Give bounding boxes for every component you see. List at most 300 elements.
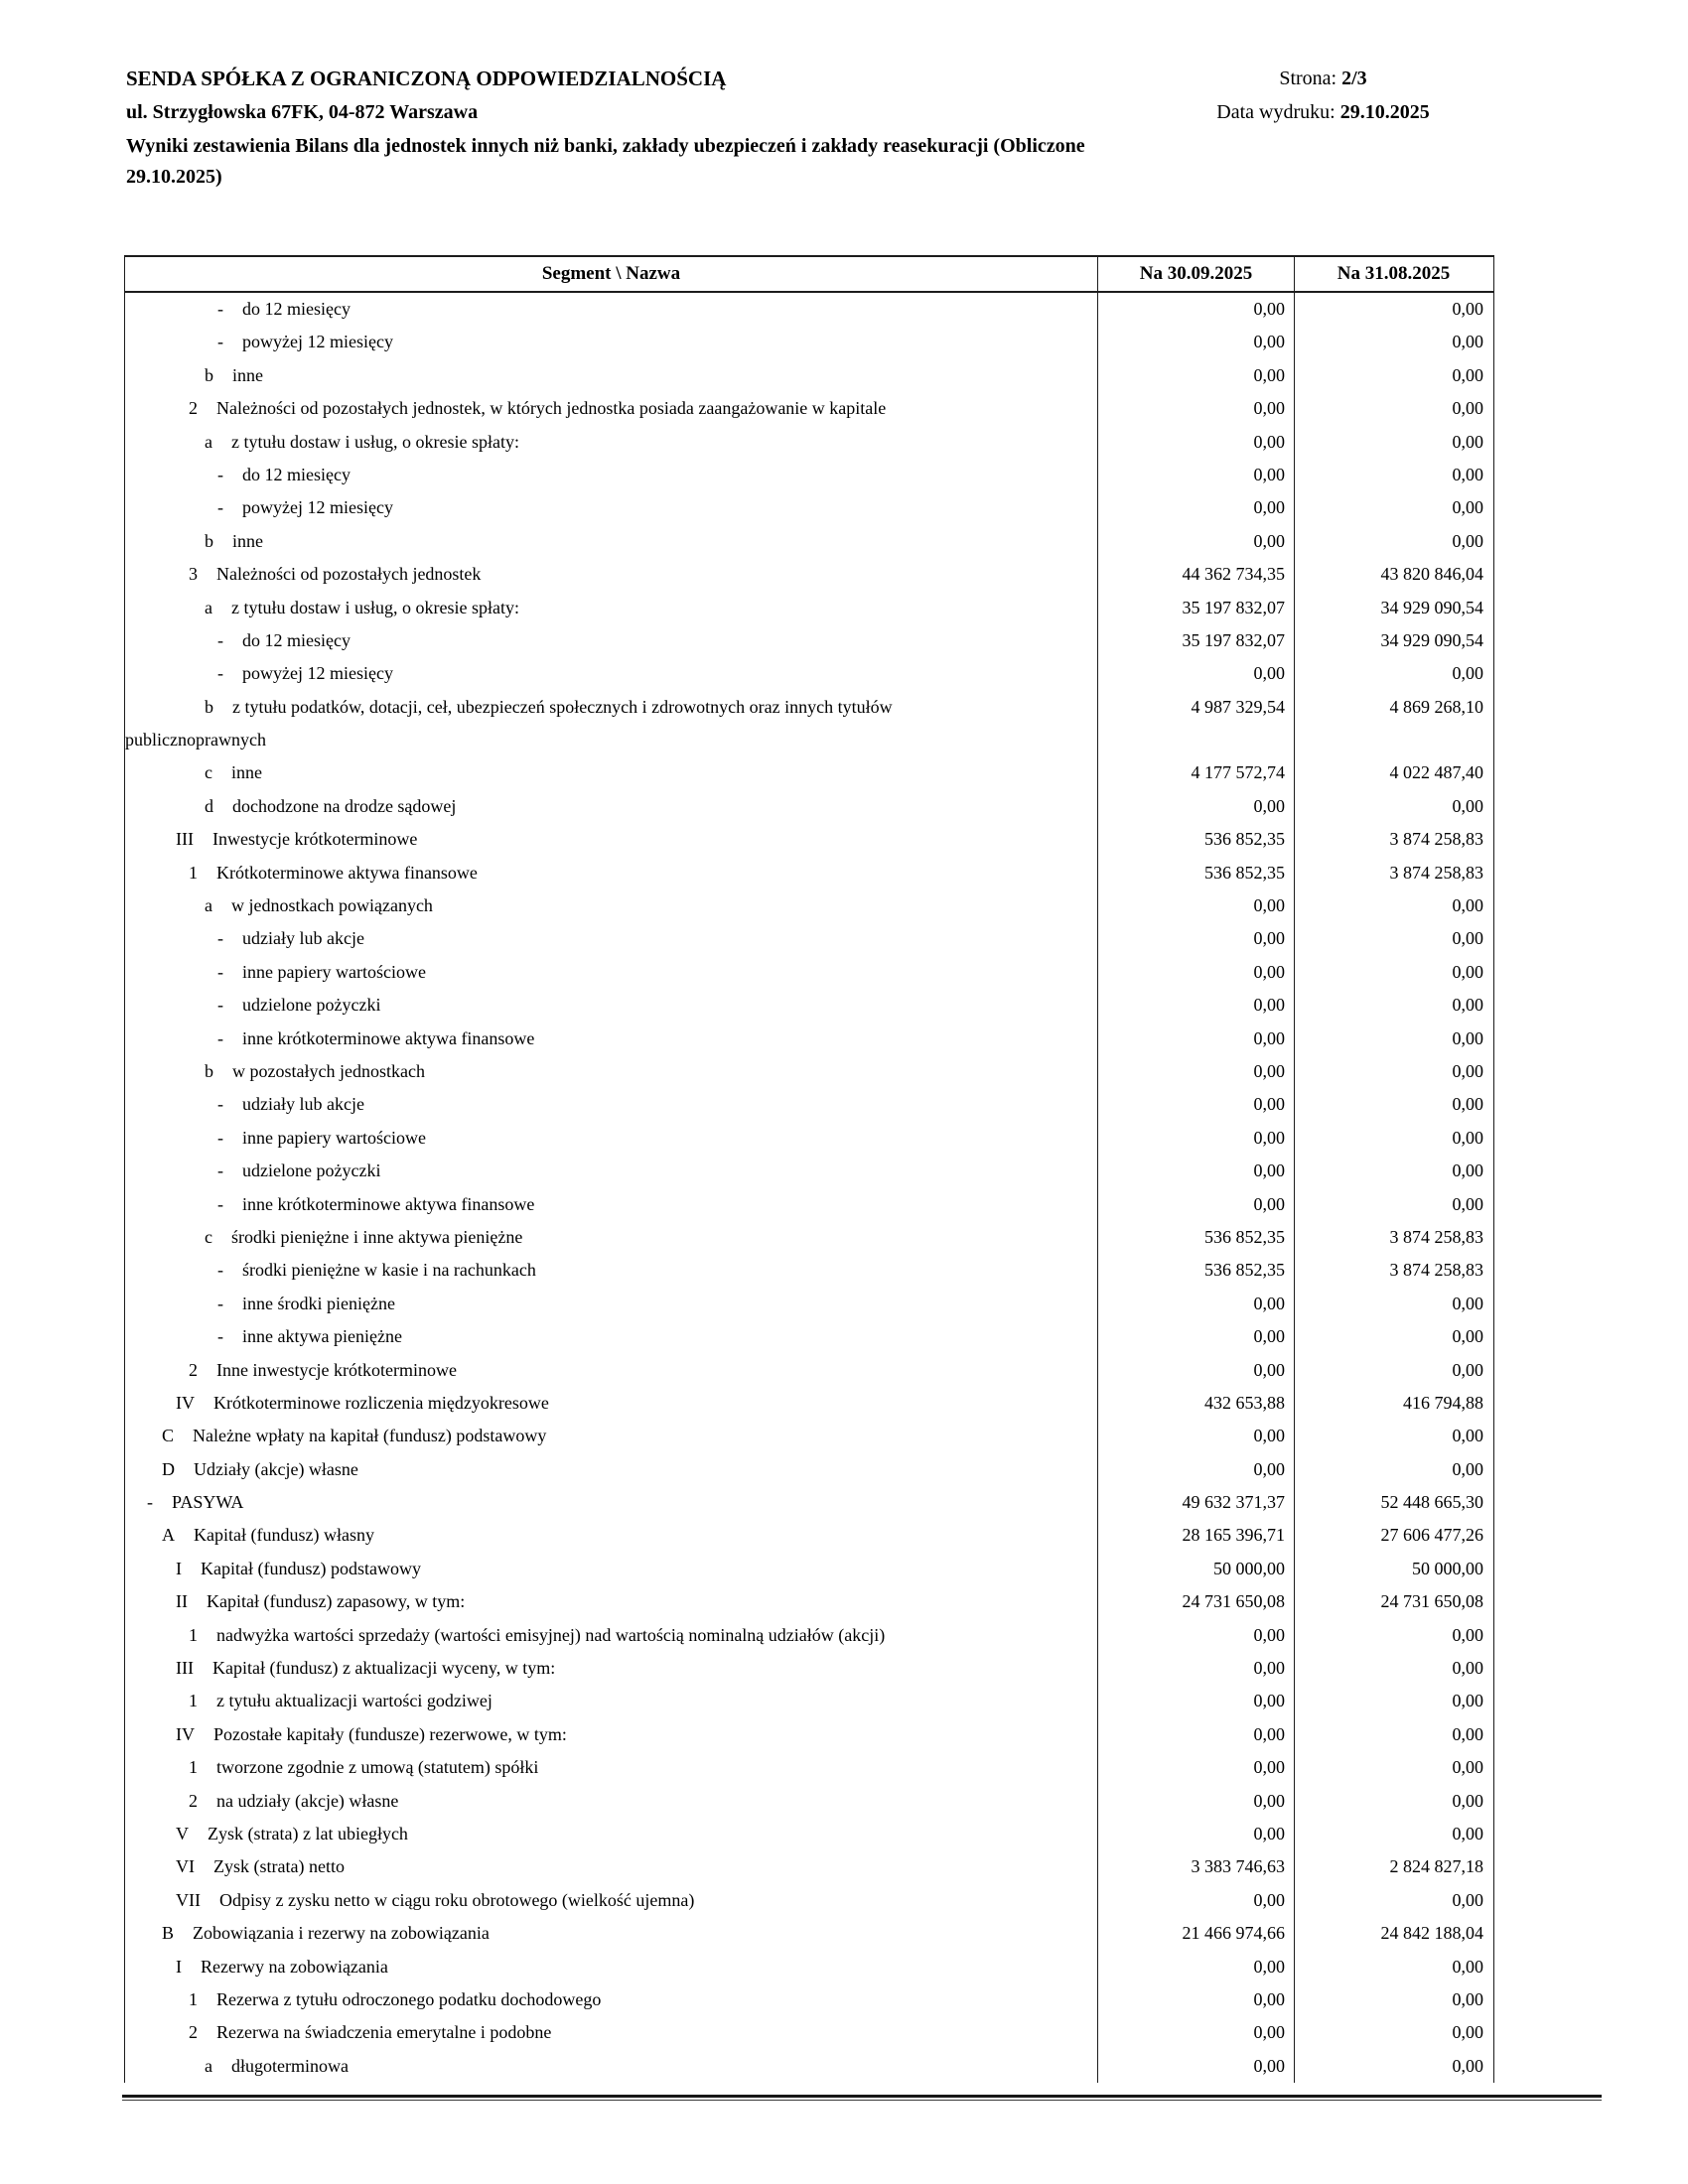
row-label: środki pieniężne w kasie i na rachunkach [242,1260,536,1281]
value-cell-period-1: 28 165 396,71 [1097,1519,1294,1552]
row-label: Należności od pozostałych jednostek [216,564,482,585]
row-label: Krótkoterminowe rozliczenia międzyokresowe [213,1392,549,1413]
segment-cell [125,392,1097,425]
value-cell-period-1: 536 852,35 [1097,1254,1294,1287]
row-marker: 2 [189,2022,198,2043]
table-row [125,1585,1493,1618]
row-marker: C [162,1426,175,1446]
value-cell-period-1: 0,00 [1097,922,1294,955]
value-cell-period-1: 0,00 [1097,657,1294,690]
table-row [125,823,1493,856]
row-marker: IV [176,1723,195,1744]
table-row [125,1619,1493,1652]
segment-cell [125,756,1097,789]
table-row [125,1983,1493,2016]
value-cell-period-1: 50 000,00 [1097,1553,1294,1585]
report-title [126,131,1506,193]
row-label: inne aktywa pieniężne [242,1326,402,1347]
value-cell-period-1: 536 852,35 [1097,857,1294,889]
value-cell-period-1: 0,00 [1097,1983,1294,2016]
row-label: Kapitał (fundusz) zapasowy, w tym: [207,1591,466,1612]
value-cell-period-2: 0,00 [1294,1652,1492,1685]
value-cell-period-1: 0,00 [1097,525,1294,558]
value-cell-period-2: 0,00 [1294,1354,1492,1387]
value-cell-period-1: 3 383 746,63 [1097,1850,1294,1883]
table-row [125,459,1493,491]
value-cell-period-2: 0,00 [1294,1751,1492,1784]
value-cell-period-2: 2 824 827,18 [1294,1850,1492,1883]
table-row [125,1288,1493,1320]
value-cell-period-2: 0,00 [1294,1951,1492,1983]
segment-cell [125,2050,1097,2083]
table-row [125,1685,1493,1717]
value-cell-period-1: 0,00 [1097,1951,1294,1983]
segment-cell [125,1453,1097,1486]
table-row [125,1553,1493,1585]
row-marker: - [217,497,223,518]
value-cell-period-1: 0,00 [1097,1818,1294,1850]
segment-cell [125,558,1097,591]
value-cell-period-1: 0,00 [1097,1718,1294,1751]
value-cell-period-1: 0,00 [1097,1884,1294,1917]
row-marker: - [217,961,223,982]
row-label: z tytułu dostaw i usług, o okresie spłaty: [231,597,519,617]
value-cell-period-1: 432 653,88 [1097,1387,1294,1420]
page-number-label: Strona: [1279,68,1337,89]
table-row [125,1519,1493,1552]
segment-cell [125,525,1097,558]
row-marker: - [217,1127,223,1148]
table-row [125,691,1493,757]
report-title-line2: 29.10.2025) [126,166,222,188]
row-marker: - [217,1094,223,1115]
row-marker: 2 [189,398,198,419]
row-marker: - [147,1492,153,1513]
segment-cell [125,1884,1097,1917]
row-marker: I [176,1956,182,1977]
value-cell-period-2: 27 606 477,26 [1294,1519,1492,1552]
value-cell-period-2: 4 869 268,10 [1294,691,1492,757]
row-label: powyżej 12 miesięcy [242,663,393,684]
row-label: do 12 miesięcy [242,464,351,484]
value-cell-period-2: 0,00 [1294,2016,1492,2049]
column-header-segment: Segment \ Nazwa [541,263,681,284]
column-header-date-1: Na 30.09.2025 [1097,257,1294,291]
row-label-wrap: publicznoprawnych [125,730,266,751]
value-cell-period-1: 0,00 [1097,293,1294,326]
row-marker: c [205,1226,212,1247]
row-marker: VII [176,1889,201,1910]
segment-cell [125,1354,1097,1387]
table-row [125,1818,1493,1850]
report-title-line1: Wyniki zestawienia Bilans dla jednostek innych niż banki, zakłady ubezpieczeń i zakłady reasekuracji (Obliczone [126,135,1085,157]
row-label: tworzone zgodnie z umową (statutem) spółki [216,1757,539,1778]
segment-cell [125,293,1097,326]
segment-cell [125,1917,1097,1950]
row-marker: b [205,696,213,717]
print-date-value: 29.10.2025 [1339,101,1430,123]
value-cell-period-1: 0,00 [1097,426,1294,459]
value-cell-period-1: 0,00 [1097,459,1294,491]
table-body [124,293,1494,2083]
row-marker: c [205,762,212,783]
row-marker: - [217,1326,223,1347]
value-cell-period-2: 3 874 258,83 [1294,1221,1492,1254]
value-cell-period-2: 34 929 090,54 [1294,624,1492,657]
row-marker: a [205,895,212,916]
row-marker: III [176,1658,194,1679]
value-cell-period-1: 0,00 [1097,1122,1294,1155]
segment-cell [125,1254,1097,1287]
segment-cell [125,1155,1097,1187]
table-row [125,2016,1493,2049]
table-row [125,558,1493,591]
value-cell-period-2: 0,00 [1294,1685,1492,1717]
value-cell-period-1: 0,00 [1097,1155,1294,1187]
value-cell-period-1: 536 852,35 [1097,1221,1294,1254]
value-cell-period-2: 0,00 [1294,1619,1492,1652]
table-row [125,956,1493,989]
value-cell-period-1: 0,00 [1097,1288,1294,1320]
row-label: do 12 miesięcy [242,629,351,650]
value-cell-period-1: 0,00 [1097,359,1294,392]
value-cell-period-1: 4 177 572,74 [1097,756,1294,789]
row-label: udziały lub akcje [242,1094,364,1115]
value-cell-period-2: 0,00 [1294,293,1492,326]
segment-cell [125,657,1097,690]
value-cell-period-2: 0,00 [1294,657,1492,690]
segment-cell [125,989,1097,1022]
row-marker: - [217,1160,223,1181]
table-row [125,1652,1493,1685]
segment-cell [125,1122,1097,1155]
value-cell-period-2: 0,00 [1294,1884,1492,1917]
segment-cell [125,459,1097,491]
table-row [125,657,1493,690]
segment-cell [125,592,1097,624]
value-cell-period-1: 0,00 [1097,1652,1294,1685]
segment-cell [125,1751,1097,1784]
row-marker: - [217,1027,223,1048]
value-cell-period-2: 416 794,88 [1294,1387,1492,1420]
row-label: w jednostkach powiązanych [231,895,433,916]
segment-cell [125,1320,1097,1353]
row-marker: a [205,2055,212,2076]
row-marker: I [176,1558,182,1578]
row-label: inne [232,530,263,551]
row-marker: 1 [189,1624,198,1645]
value-cell-period-1: 49 632 371,37 [1097,1486,1294,1519]
row-marker: - [217,1193,223,1214]
value-cell-period-1: 0,00 [1097,1785,1294,1818]
table-row [125,1122,1493,1155]
row-label: inne [231,762,262,783]
table-row [125,989,1493,1022]
value-cell-period-2: 0,00 [1294,326,1492,358]
table-row [125,1785,1493,1818]
row-label: z tytułu dostaw i usług, o okresie spłaty: [231,431,519,452]
page-number-value: 2/3 [1341,68,1367,89]
row-label: dochodzone na drodze sądowej [232,795,457,816]
segment-cell [125,956,1097,989]
row-marker: 2 [189,1359,198,1380]
segment-cell [125,691,1097,757]
table-row [125,1917,1493,1950]
value-cell-period-2: 0,00 [1294,956,1492,989]
table-row [125,790,1493,823]
segment-cell [125,1818,1097,1850]
value-cell-period-2: 0,00 [1294,426,1492,459]
table-row [125,922,1493,955]
row-label: Odpisy z zysku netto w ciągu roku obrotowego (wielkość ujemna) [219,1889,695,1910]
value-cell-period-1: 21 466 974,66 [1097,1917,1294,1950]
row-label: PASYWA [172,1492,244,1513]
row-label: powyżej 12 miesięcy [242,497,393,518]
row-label: Należne wpłaty na kapitał (fundusz) podstawowy [193,1426,547,1446]
row-label: z tytułu podatków, dotacji, ceł, ubezpieczeń społecznych i zdrowotnych oraz innych tytułów [232,696,893,717]
row-marker: 1 [189,862,198,883]
value-cell-period-1: 0,00 [1097,989,1294,1022]
segment-cell [125,1221,1097,1254]
row-label: środki pieniężne i inne aktywa pieniężne [231,1226,523,1247]
table-row [125,491,1493,524]
company-header [126,62,726,129]
row-label: powyżej 12 miesięcy [242,332,393,352]
balance-table [124,255,1494,2083]
row-label: inne środki pieniężne [242,1293,395,1313]
row-label: Kapitał (fundusz) z aktualizacji wyceny, w tym: [211,1658,556,1679]
segment-cell [125,857,1097,889]
row-label: udzielone pożyczki [242,1160,381,1181]
value-cell-period-2: 24 731 650,08 [1294,1585,1492,1618]
value-cell-period-1: 0,00 [1097,1320,1294,1353]
row-marker: 3 [189,564,198,585]
value-cell-period-1: 0,00 [1097,889,1294,922]
company-name: SENDA SPÓŁKA Z OGRANICZONĄ ODPOWIEDZIALNOŚCIĄ [126,67,727,90]
row-marker: - [217,663,223,684]
table-row [125,359,1493,392]
table-row [125,592,1493,624]
table-row [125,1751,1493,1784]
segment-cell [125,1420,1097,1452]
value-cell-period-2: 0,00 [1294,525,1492,558]
value-cell-period-2: 0,00 [1294,1983,1492,2016]
row-marker: 1 [189,1988,198,2009]
value-cell-period-1: 35 197 832,07 [1097,624,1294,657]
row-marker: - [217,995,223,1016]
row-label: Inne inwestycje krótkoterminowe [216,1359,457,1380]
row-label: Kapitał (fundusz) podstawowy [201,1558,421,1578]
row-label: inne krótkoterminowe aktywa finansowe [242,1027,535,1048]
value-cell-period-1: 0,00 [1097,1453,1294,1486]
value-cell-period-2: 0,00 [1294,790,1492,823]
value-cell-period-1: 0,00 [1097,1751,1294,1784]
value-cell-period-2: 0,00 [1294,1088,1492,1121]
row-label: długoterminowa [231,2055,349,2076]
table-row [125,1884,1493,1917]
row-marker: 1 [189,1757,198,1778]
value-cell-period-2: 0,00 [1294,1785,1492,1818]
segment-cell [125,1519,1097,1552]
table-row [125,326,1493,358]
row-label: Kapitał (fundusz) własny [194,1525,374,1546]
row-marker: 2 [189,1790,198,1811]
row-label: udzielone pożyczki [242,995,381,1016]
row-marker: - [217,332,223,352]
value-cell-period-1: 44 362 734,35 [1097,558,1294,591]
table-row [125,1320,1493,1353]
row-marker: III [176,829,194,850]
row-marker: VI [176,1856,195,1877]
value-cell-period-1: 0,00 [1097,2016,1294,2049]
row-marker: - [217,1260,223,1281]
row-label: inne [232,364,263,385]
segment-cell [125,426,1097,459]
segment-cell [125,1951,1097,1983]
row-label: Należności od pozostałych jednostek, w których jednostka posiada zaangażowanie w kapitale [216,398,887,419]
value-cell-period-1: 536 852,35 [1097,823,1294,856]
value-cell-period-2: 0,00 [1294,359,1492,392]
segment-cell [125,1585,1097,1618]
row-label: w pozostałych jednostkach [232,1061,425,1081]
value-cell-period-2: 3 874 258,83 [1294,823,1492,856]
print-date-label: Data wydruku: [1216,101,1336,123]
table-header-row [124,257,1494,293]
value-cell-period-2: 50 000,00 [1294,1553,1492,1585]
value-cell-period-1: 0,00 [1097,790,1294,823]
value-cell-period-2: 0,00 [1294,989,1492,1022]
table-row [125,1254,1493,1287]
segment-cell [125,1850,1097,1883]
row-marker: a [205,431,212,452]
table-row [125,857,1493,889]
row-marker: D [162,1458,175,1479]
value-cell-period-2: 0,00 [1294,889,1492,922]
table-row [125,756,1493,789]
segment-cell [125,1088,1097,1121]
value-cell-period-2: 0,00 [1294,459,1492,491]
value-cell-period-2: 24 842 188,04 [1294,1917,1492,1950]
value-cell-period-1: 0,00 [1097,1188,1294,1221]
value-cell-period-2: 0,00 [1294,1288,1492,1320]
value-cell-period-2: 0,00 [1294,392,1492,425]
value-cell-period-1: 0,00 [1097,1619,1294,1652]
segment-cell [125,1718,1097,1751]
row-marker: - [217,629,223,650]
segment-cell [125,1055,1097,1088]
table-row [125,1055,1493,1088]
row-marker: - [217,299,223,319]
segment-cell [125,1023,1097,1055]
row-marker: V [176,1823,189,1843]
row-label: z tytułu aktualizacji wartości godziwej [216,1691,492,1711]
value-cell-period-1: 0,00 [1097,1354,1294,1387]
segment-cell [125,624,1097,657]
value-cell-period-1: 24 731 650,08 [1097,1585,1294,1618]
value-cell-period-2: 0,00 [1294,1023,1492,1055]
row-marker: b [205,1061,213,1081]
table-row [125,1850,1493,1883]
column-header-date-2: Na 31.08.2025 [1294,257,1492,291]
table-row [125,1486,1493,1519]
row-label: Rezerwa z tytułu odroczonego podatku dochodowego [216,1988,602,2009]
value-cell-period-2: 0,00 [1294,1188,1492,1221]
table-row [125,1354,1493,1387]
table-row [125,624,1493,657]
segment-cell [125,1553,1097,1585]
value-cell-period-1: 0,00 [1097,326,1294,358]
row-label: inne papiery wartościowe [242,961,426,982]
value-cell-period-1: 0,00 [1097,2050,1294,2083]
value-cell-period-2: 0,00 [1294,1453,1492,1486]
row-marker: IV [176,1392,195,1413]
table-row [125,293,1493,326]
row-label: udziały lub akcje [242,928,364,949]
value-cell-period-1: 0,00 [1097,1420,1294,1452]
row-marker: A [162,1525,175,1546]
page-number [1092,62,1554,95]
value-cell-period-2: 0,00 [1294,1055,1492,1088]
table-row [125,1188,1493,1221]
row-marker: b [205,364,213,385]
value-cell-period-1: 35 197 832,07 [1097,592,1294,624]
value-cell-period-2: 0,00 [1294,922,1492,955]
segment-cell [125,491,1097,524]
row-label: Zysk (strata) z lat ubiegłych [208,1823,408,1843]
row-label: Zobowiązania i rezerwy na zobowiązania [193,1923,490,1944]
table-row [125,392,1493,425]
company-address: ul. Strzygłowska 67FK, 04-872 Warszawa [126,101,479,123]
row-label: inne papiery wartościowe [242,1127,426,1148]
value-cell-period-1: 0,00 [1097,1055,1294,1088]
row-label: Krótkoterminowe aktywa finansowe [216,862,478,883]
table-row [125,1023,1493,1055]
table-row [125,1420,1493,1452]
table-row [125,1951,1493,1983]
segment-cell [125,1387,1097,1420]
table-row [125,1088,1493,1121]
table-row [125,1155,1493,1187]
segment-cell [125,1983,1097,2016]
segment-cell [125,326,1097,358]
value-cell-period-2: 0,00 [1294,491,1492,524]
row-marker: d [205,795,213,816]
row-marker: 1 [189,1691,198,1711]
segment-cell [125,1619,1097,1652]
table-row [125,1387,1493,1420]
value-cell-period-1: 0,00 [1097,1088,1294,1121]
value-cell-period-2: 0,00 [1294,1320,1492,1353]
value-cell-period-2: 34 929 090,54 [1294,592,1492,624]
print-date [1092,95,1554,129]
segment-cell [125,1288,1097,1320]
value-cell-period-1: 0,00 [1097,1023,1294,1055]
segment-cell [125,359,1097,392]
table-row [125,426,1493,459]
table-row [125,1718,1493,1751]
value-cell-period-2: 0,00 [1294,1818,1492,1850]
table-row [125,1453,1493,1486]
value-cell-period-2: 4 022 487,40 [1294,756,1492,789]
row-label: Rezerwa na świadczenia emerytalne i podobne [216,2022,552,2043]
value-cell-period-1: 0,00 [1097,1685,1294,1717]
value-cell-period-2: 52 448 665,30 [1294,1486,1492,1519]
table-row [125,2050,1493,2083]
footer-divider [122,2095,1602,2101]
value-cell-period-2: 3 874 258,83 [1294,857,1492,889]
segment-cell [125,1486,1097,1519]
segment-cell [125,1652,1097,1685]
